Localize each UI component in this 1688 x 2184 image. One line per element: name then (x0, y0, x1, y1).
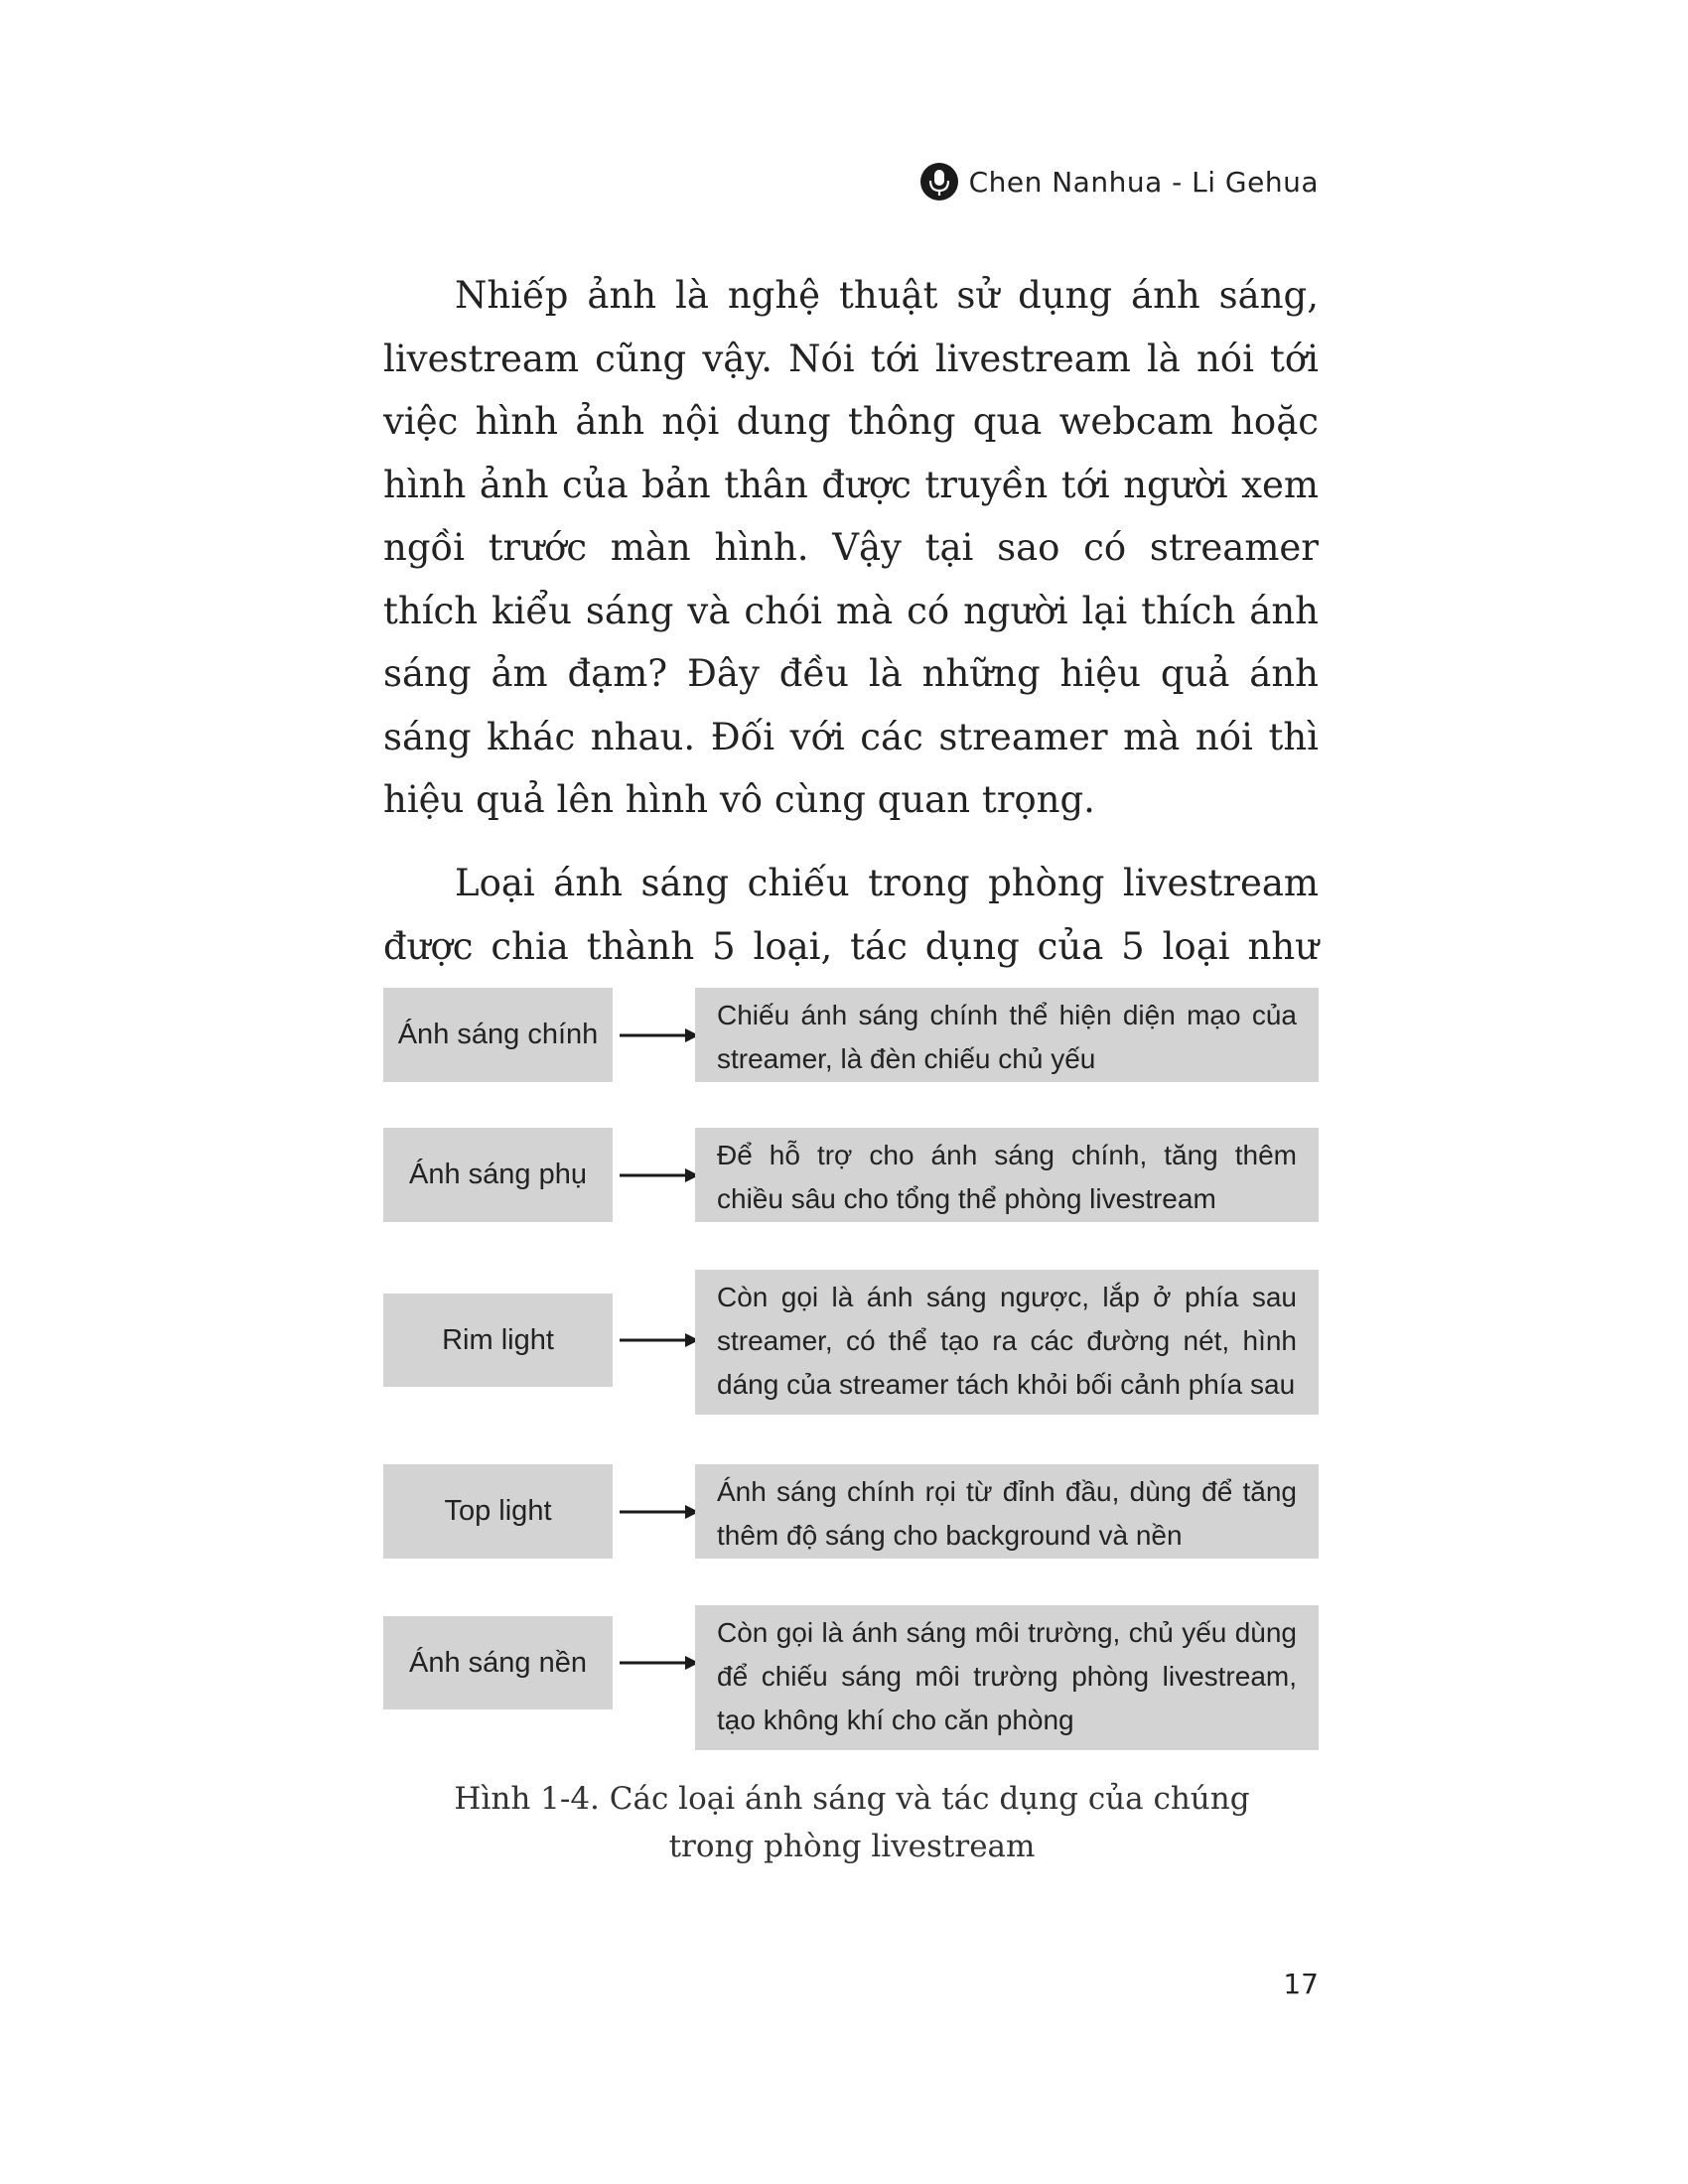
lighting-types-figure (383, 988, 1321, 1762)
light-type-description: Chiếu ánh sáng chính thể hiện diện mạo của streamer, là đèn chiếu chủ yếu (695, 988, 1319, 1082)
caption-line: Hình 1-4. Các loại ánh sáng và tác dụng của chúng (454, 1781, 1250, 1817)
light-type-description: Còn gọi là ánh sáng môi trường, chủ yếu dùng để chiếu sáng môi trường phòng livestream, tạo không khí cho căn phòng (695, 1605, 1319, 1750)
light-type-label: Top light (383, 1464, 613, 1559)
arrow-right-icon (616, 1500, 701, 1524)
microphone-logo-icon (919, 162, 959, 202)
light-type-description: Để hỗ trợ cho ánh sáng chính, tăng thêm chiều sâu cho tổng thể phòng livestream (695, 1128, 1319, 1222)
arrow-right-icon (616, 1163, 701, 1187)
caption-line: trong phòng livestream (668, 1829, 1036, 1864)
arrow-right-icon (616, 1651, 701, 1675)
light-type-label: Ánh sáng chính (383, 988, 613, 1082)
body-paragraph-1: Nhiếp ảnh là nghệ thuật sử dụng ánh sáng, livestream cũng vậy. Nói tới livestream là nói tới việc hình ảnh nội dung thông qua webcam hoặc hình ảnh của bản thân được truyền tới người xem ngồi trước màn hình. Vậy tại sao có streamer thích kiểu sáng và chói mà có người lại thích ánh sáng ảm đạm? Đây đều là những hiệu quả ánh sáng khác nhau. Đối với các streamer mà nói thì hiệu quả lên hình vô cùng quan trọng. (383, 274, 1319, 821)
body-paragraph-2: Loại ánh sáng chiếu trong phòng livestream được chia thành 5 loại, tác dụng của 5 loại như (383, 862, 1319, 968)
light-type-label: Ánh sáng phụ (383, 1128, 613, 1222)
running-header (921, 160, 1319, 204)
author-name: Chen Nanhua - Li Gehua (968, 165, 1319, 199)
figure-caption (383, 1775, 1321, 1870)
light-type-description: Ánh sáng chính rọi từ đỉnh đầu, dùng để tăng thêm độ sáng cho background và nền (695, 1464, 1319, 1559)
light-type-label: Ánh sáng nền (383, 1616, 613, 1709)
light-type-description: Còn gọi là ánh sáng ngược, lắp ở phía sau streamer, có thể tạo ra các đường nét, hình dáng của streamer tách khỏi bối cảnh phía sau (695, 1270, 1319, 1415)
page-number: 17 (1283, 1968, 1319, 2000)
arrow-right-icon (616, 1328, 701, 1352)
arrow-right-icon (616, 1024, 701, 1047)
light-type-label: Rim light (383, 1294, 613, 1387)
